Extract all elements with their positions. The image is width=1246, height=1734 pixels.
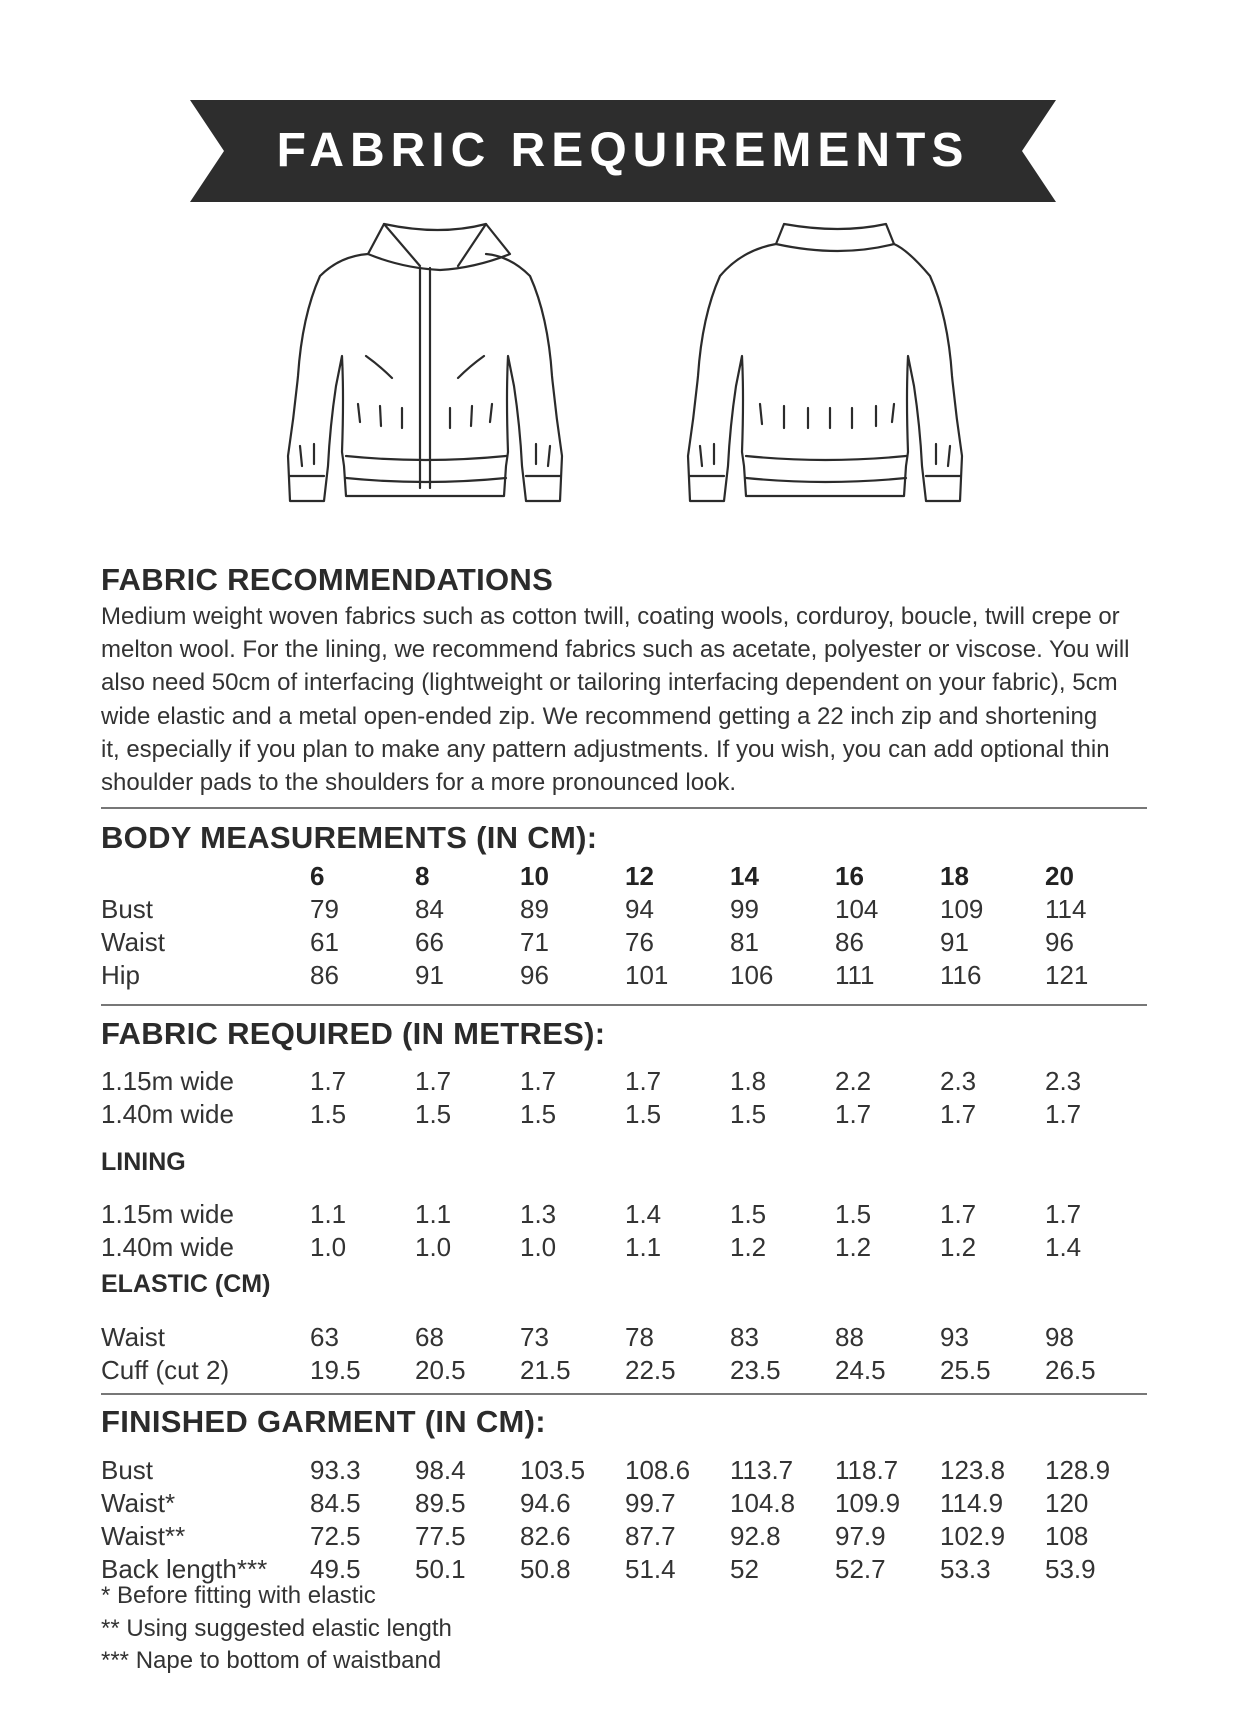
cell-value: 1.2 (940, 1232, 977, 1262)
cell-value: 91 (415, 960, 444, 990)
cell-value: 1.5 (625, 1099, 662, 1129)
row-label: 1.40m wide (101, 1099, 234, 1129)
cell-value: 118.7 (835, 1455, 899, 1485)
row-label: Cuff (cut 2) (101, 1355, 230, 1385)
cell-value: 120 (1045, 1488, 1089, 1518)
cell-value: 12 (625, 861, 654, 891)
row-label: Waist** (101, 1521, 186, 1551)
cell-value: 94 (625, 894, 654, 924)
cell-value: 21.5 (520, 1355, 571, 1385)
cell-value: 1.7 (940, 1199, 977, 1229)
cell-value: 104.8 (730, 1488, 796, 1518)
cell-value: 73 (520, 1322, 549, 1352)
cell-value: 84.5 (310, 1488, 361, 1518)
cell-value: 1.4 (625, 1199, 662, 1229)
jacket-illustrations (280, 216, 970, 536)
cell-value: 1.5 (520, 1099, 557, 1129)
cell-value: 98 (1045, 1322, 1074, 1352)
cell-value: 1.0 (310, 1232, 347, 1262)
cell-value: 49.5 (310, 1554, 361, 1584)
cell-value: 19.5 (310, 1355, 361, 1385)
cell-value: 8 (415, 861, 430, 891)
cell-value: 1.7 (625, 1066, 662, 1096)
cell-value: 2.3 (940, 1066, 977, 1096)
cell-value: 23.5 (730, 1355, 781, 1385)
table-row (0, 1322, 1246, 1354)
cell-value: 1.7 (1045, 1099, 1082, 1129)
footnote: *** Nape to bottom of waistband (101, 1647, 442, 1674)
cell-value: 84 (415, 894, 444, 924)
cell-value: 108 (1045, 1521, 1089, 1551)
cell-value: 1.4 (1045, 1232, 1082, 1262)
table-row (0, 960, 1246, 992)
cell-value: 78 (625, 1322, 654, 1352)
cell-value: 10 (520, 861, 549, 891)
cell-value: 113.7 (730, 1455, 794, 1485)
cell-value: 1.5 (730, 1099, 767, 1129)
cell-value: 128.9 (1045, 1455, 1111, 1485)
table-row (0, 1099, 1246, 1131)
divider (101, 1393, 1147, 1395)
body-measurements-title: BODY MEASUREMENTS (IN CM): (101, 820, 598, 855)
recommendations-line: Medium weight woven fabrics such as cotton twill, coating wools, corduroy, boucle, twill crepe or (101, 603, 1120, 630)
cell-value: 101 (625, 960, 669, 990)
cell-value: 1.7 (835, 1099, 872, 1129)
cell-value: 25.5 (940, 1355, 991, 1385)
recommendations-line: it, especially if you plan to make any pattern adjustments. If you wish, you can add optional thin (101, 735, 1110, 763)
footnote: * Before fitting with elastic (101, 1582, 376, 1609)
cell-value: 114 (1045, 894, 1087, 924)
cell-value: 20 (1045, 861, 1074, 891)
row-label: Bust (101, 1455, 154, 1485)
cell-value: 96 (520, 960, 549, 990)
recommendations-line: shoulder pads to the shoulders for a more pronounced look. (101, 769, 737, 797)
table-row (0, 1066, 1246, 1098)
cell-value: 1.5 (310, 1099, 347, 1129)
row-label: 1.15m wide (101, 1199, 234, 1229)
cell-value: 22.5 (625, 1355, 676, 1385)
cell-value: 102.9 (940, 1521, 1006, 1551)
cell-value: 89 (520, 894, 549, 924)
bomber-jacket-back-icon (688, 224, 962, 501)
cell-value: 1.2 (835, 1232, 872, 1262)
cell-value: 1.0 (415, 1232, 452, 1262)
cell-value: 97.9 (835, 1521, 886, 1551)
cell-value: 66 (415, 927, 444, 957)
table-row (0, 1232, 1246, 1264)
cell-value: 94.6 (520, 1488, 571, 1518)
cell-value: 92.8 (730, 1521, 781, 1551)
cell-value: 50.8 (520, 1554, 571, 1584)
cell-value: 20.5 (415, 1355, 466, 1385)
cell-value: 93 (940, 1322, 969, 1352)
cell-value: 1.2 (730, 1232, 767, 1262)
cell-value: 51.4 (625, 1554, 676, 1584)
recommendations-line: wide elastic and a metal open-ended zip. We recommend getting a 22 inch zip and shortening (101, 702, 1098, 730)
cell-value: 53.9 (1045, 1554, 1096, 1584)
footnote: ** Using suggested elastic length (101, 1614, 452, 1642)
cell-value: 79 (310, 894, 339, 924)
recommendations-text (101, 600, 1141, 799)
cell-value: 1.1 (415, 1199, 452, 1229)
cell-value: 89.5 (415, 1488, 466, 1518)
cell-value: 109.9 (835, 1488, 901, 1518)
cell-value: 61 (310, 927, 339, 957)
row-label: 1.15m wide (101, 1066, 234, 1096)
cell-value: 1.8 (730, 1066, 767, 1096)
size-header-row (0, 861, 1246, 893)
cell-value: 109 (940, 894, 984, 924)
cell-value: 71 (520, 927, 549, 957)
cell-value: 86 (310, 960, 339, 990)
row-label: Back length*** (101, 1554, 268, 1584)
cell-value: 98.4 (415, 1455, 466, 1485)
table-row (0, 1455, 1246, 1487)
cell-value: 116 (940, 960, 982, 990)
cell-value: 16 (835, 861, 864, 891)
cell-value: 114.9 (940, 1488, 1004, 1518)
cell-value: 99 (730, 894, 759, 924)
cell-value: 86 (835, 927, 864, 957)
row-label: Waist (101, 1322, 166, 1352)
cell-value: 1.5 (415, 1099, 452, 1129)
cell-value: 18 (940, 861, 969, 891)
cell-value: 72.5 (310, 1521, 361, 1551)
cell-value: 77.5 (415, 1521, 466, 1551)
finished-garment-title: FINISHED GARMENT (IN CM): (101, 1404, 546, 1439)
row-label: Bust (101, 894, 154, 924)
cell-value: 1.1 (625, 1232, 662, 1262)
cell-value: 1.5 (835, 1199, 872, 1229)
cell-value: 1.7 (940, 1099, 977, 1129)
page-title: FABRIC REQUIREMENTS (276, 124, 970, 177)
table-row (0, 1488, 1246, 1520)
cell-value: 52 (730, 1554, 759, 1584)
cell-value: 123.8 (940, 1455, 1006, 1485)
cell-value: 1.3 (520, 1199, 557, 1229)
cell-value: 91 (940, 927, 969, 957)
cell-value: 2.3 (1045, 1066, 1082, 1096)
cell-value: 103.5 (520, 1455, 586, 1485)
table-row (0, 1355, 1246, 1387)
cell-value: 1.7 (415, 1066, 452, 1096)
cell-value: 24.5 (835, 1355, 886, 1385)
cell-value: 82.6 (520, 1521, 571, 1551)
cell-value: 1.5 (730, 1199, 767, 1229)
cell-value: 106 (730, 960, 774, 990)
cell-value: 108.6 (625, 1455, 691, 1485)
cell-value: 121 (1045, 960, 1089, 990)
row-label: Hip (101, 960, 141, 990)
cell-value: 63 (310, 1322, 339, 1352)
cell-value: 76 (625, 927, 654, 957)
cell-value: 53.3 (940, 1554, 991, 1584)
cell-value: 6 (310, 861, 325, 891)
row-label: Waist* (101, 1488, 176, 1518)
elastic-title: ELASTIC (CM) (101, 1270, 271, 1298)
divider (101, 807, 1147, 809)
table-row (0, 1521, 1246, 1553)
cell-value: 1.7 (310, 1066, 347, 1096)
cell-value: 83 (730, 1322, 759, 1352)
cell-value: 50.1 (415, 1554, 466, 1584)
cell-value: 2.2 (835, 1066, 872, 1096)
cell-value: 14 (730, 861, 759, 891)
table-row (0, 894, 1246, 926)
cell-value: 96 (1045, 927, 1074, 957)
recommendations-title: FABRIC RECOMMENDATIONS (101, 562, 554, 597)
footnotes (101, 1580, 452, 1678)
title-banner (190, 100, 1056, 202)
cell-value: 93.3 (310, 1455, 361, 1485)
cell-value: 1.7 (1045, 1199, 1082, 1229)
cell-value: 1.0 (520, 1232, 557, 1262)
row-label: 1.40m wide (101, 1232, 234, 1262)
row-label: Waist (101, 927, 166, 957)
cell-value: 88 (835, 1322, 864, 1352)
cell-value: 81 (730, 927, 759, 957)
cell-value: 1.1 (310, 1199, 347, 1229)
cell-value: 68 (415, 1322, 444, 1352)
lining-title: LINING (101, 1148, 186, 1176)
bomber-jacket-front-icon (288, 224, 562, 501)
table-row (0, 927, 1246, 959)
cell-value: 111 (835, 960, 875, 990)
cell-value: 99.7 (625, 1488, 676, 1518)
cell-value: 26.5 (1045, 1355, 1096, 1385)
recommendations-line: melton wool. For the lining, we recommend fabrics such as acetate, polyester or viscose. You will (101, 636, 1130, 664)
recommendations-line: also need 50cm of interfacing (lightweight or tailoring interfacing dependent on your fabric), 5cm (101, 669, 1118, 697)
fabric-required-title: FABRIC REQUIRED (IN METRES): (101, 1016, 606, 1051)
cell-value: 87.7 (625, 1521, 676, 1551)
table-row (0, 1199, 1246, 1231)
cell-value: 104 (835, 894, 879, 924)
cell-value: 52.7 (835, 1554, 886, 1584)
divider (101, 1004, 1147, 1006)
cell-value: 1.7 (520, 1066, 557, 1096)
